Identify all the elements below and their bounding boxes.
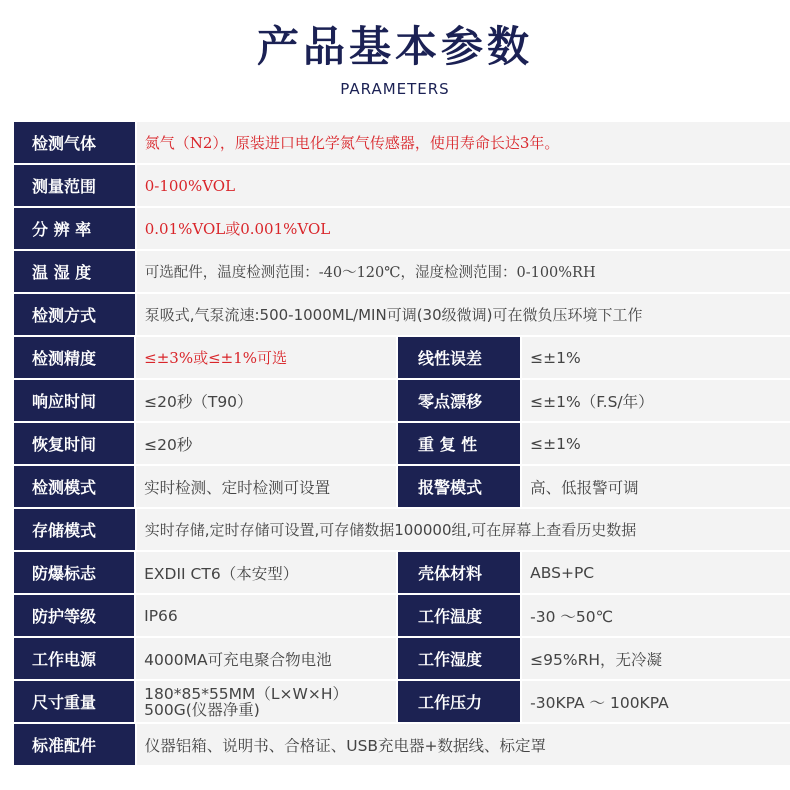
row-value: IP66: [136, 595, 396, 636]
row-label: 检测模式: [14, 466, 134, 507]
row-value: ≤20秒（T90）: [136, 380, 396, 421]
row-value: [136, 681, 396, 722]
row-label: 温 湿 度: [14, 251, 135, 292]
row-value: 0.01%VOL或0.001%VOL: [137, 208, 790, 249]
row-label-2: 工作湿度: [398, 638, 520, 679]
table-row-accessories: [14, 724, 790, 765]
table-row-storage: [14, 509, 790, 550]
row-value-2: -30KPA ～ 100KPA: [522, 681, 790, 722]
row-label-2: 壳体材料: [398, 552, 520, 593]
row-label: 标准配件: [14, 724, 135, 765]
row-label: 恢复时间: [14, 423, 134, 464]
table-row-method: [14, 294, 790, 335]
row-value-2: ≤±1%: [522, 423, 790, 464]
row-label: 防爆标志: [14, 552, 134, 593]
size-text: 180*85*55MM（L×W×H）: [144, 684, 349, 703]
row-label: 工作电源: [14, 638, 134, 679]
table-row-protection: [14, 595, 790, 636]
table-row-explosion: [14, 552, 790, 593]
table-row-size-weight: [14, 681, 790, 722]
table-row-detect-mode: [14, 466, 790, 507]
row-value: 4000MA可充电聚合物电池: [136, 638, 396, 679]
weight-text: 500G(仪器净重): [144, 700, 260, 719]
table-row-response: [14, 380, 790, 421]
table-row-gas: [14, 122, 790, 163]
row-label: 尺寸重量: [14, 681, 134, 722]
page-subtitle: PARAMETERS: [340, 80, 450, 98]
page-title: 产品基本参数: [256, 22, 533, 71]
row-value: ≤20秒: [136, 423, 396, 464]
row-value: 可选配件，温度检测范围：-40～120℃，湿度检测范围：0-100%RH: [137, 251, 790, 292]
table-row-temp-humidity: [14, 251, 790, 292]
row-value-2: ≤±1%: [522, 337, 790, 378]
header: [0, 0, 790, 120]
parameters-table: [14, 122, 790, 767]
row-label-2: 重 复 性: [398, 423, 520, 464]
row-label-2: 报警模式: [398, 466, 520, 507]
row-value: EXDII CT6（本安型）: [136, 552, 396, 593]
row-value-2: -30 ～50℃: [522, 595, 790, 636]
table-row-recovery: [14, 423, 790, 464]
table-row-resolution: [14, 208, 790, 249]
row-value-2: ≤95%RH，无冷凝: [522, 638, 790, 679]
table-row-power: [14, 638, 790, 679]
row-value-2: ABS+PC: [522, 552, 790, 593]
row-label-2: 工作温度: [398, 595, 520, 636]
row-label: 响应时间: [14, 380, 134, 421]
row-label: 检测精度: [14, 337, 134, 378]
row-value: 实时检测、定时检测可设置: [136, 466, 396, 507]
row-label-2: 线性误差: [398, 337, 520, 378]
row-label: 存储模式: [14, 509, 135, 550]
row-label: 检测方式: [14, 294, 135, 335]
table-row-accuracy: [14, 337, 790, 378]
row-value: ≤±3%或≤±1%可选: [136, 337, 396, 378]
row-label-2: 工作压力: [398, 681, 520, 722]
row-label: 分 辨 率: [14, 208, 135, 249]
row-value-2: 高、低报警可调: [522, 466, 790, 507]
row-label-2: 零点漂移: [398, 380, 520, 421]
row-value-2: ≤±1%（F.S/年）: [522, 380, 790, 421]
row-value: 实时存储,定时存储可设置,可存储数据100000组,可在屏幕上查看历史数据: [137, 509, 790, 550]
row-label: 测量范围: [14, 165, 135, 206]
row-value: 仪器铝箱、说明书、合格证、USB充电器+数据线、标定罩: [137, 724, 790, 765]
table-row-range: [14, 165, 790, 206]
row-value: 氮气（N2），原装进口电化学氮气传感器，使用寿命长达3年。: [137, 122, 790, 163]
row-label: 检测气体: [14, 122, 135, 163]
row-value: 0-100%VOL: [137, 165, 790, 206]
row-value: 泵吸式,气泵流速:500-1000ML/MIN可调(30级微调)可在微负压环境下工作: [137, 294, 790, 335]
row-label: 防护等级: [14, 595, 134, 636]
